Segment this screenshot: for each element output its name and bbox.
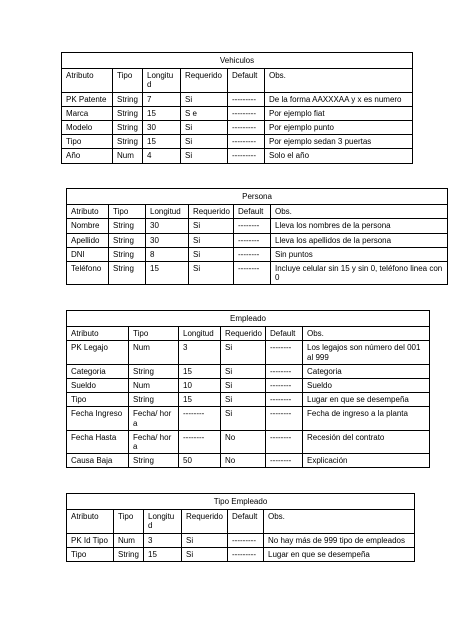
cell-requerido: Si: [221, 378, 266, 392]
cell-atributo: Modelo: [62, 120, 113, 134]
cell-tipo: Num: [129, 341, 179, 364]
cell-obs: Incluye celular sin 15 y sin 0, teléfono linea con 0: [271, 261, 448, 284]
header-tipo: Tipo: [113, 69, 143, 92]
cell-obs: Por ejemplo sedan 3 puertas: [265, 135, 413, 149]
header-default: Default: [228, 510, 264, 533]
tipo-empleado-table: [66, 493, 415, 562]
cell-requerido: S e: [181, 106, 228, 120]
table-title: Tipo Empleado: [67, 494, 415, 510]
cell-default: ---------: [228, 135, 265, 149]
cell-default: --------: [266, 454, 303, 468]
persona-table: [66, 188, 448, 285]
table-row: [67, 233, 448, 247]
header-requerido: Requerido: [189, 205, 234, 219]
table-title: Empleado: [67, 311, 430, 327]
cell-tipo: String: [114, 547, 144, 561]
cell-atributo: Causa Baja: [67, 454, 129, 468]
header-longitud: Longitud: [143, 69, 181, 92]
cell-default: --------: [234, 261, 271, 284]
cell-atributo: Tipo: [67, 393, 129, 407]
cell-longitud: 3: [144, 533, 182, 547]
cell-atributo: Fecha Hasta: [67, 430, 129, 453]
cell-requerido: Si: [189, 219, 234, 233]
cell-obs: Recesión del contrato: [303, 430, 430, 453]
header-obs: Obs.: [271, 205, 448, 219]
vehiculos-table: [61, 52, 413, 164]
cell-tipo: String: [129, 393, 179, 407]
cell-requerido: Si: [181, 135, 228, 149]
table-row: [67, 378, 430, 392]
cell-longitud: 15: [143, 135, 181, 149]
cell-longitud: --------: [179, 407, 221, 430]
cell-tipo: Fecha/ hora: [129, 407, 179, 430]
cell-tipo: String: [109, 247, 146, 261]
header-tipo: Tipo: [114, 510, 144, 533]
cell-tipo: String: [109, 261, 146, 284]
header-row: [67, 327, 430, 341]
cell-atributo: Año: [62, 149, 113, 163]
table-row: [67, 533, 415, 547]
cell-obs: Por ejemplo punto: [265, 120, 413, 134]
cell-tipo: Num: [114, 533, 144, 547]
header-atributo: Atributo: [62, 69, 113, 92]
cell-atributo: Tipo: [67, 547, 114, 561]
cell-obs: Los legajos son número del 001 al 999: [303, 341, 430, 364]
cell-requerido: Si: [182, 547, 228, 561]
cell-longitud: 50: [179, 454, 221, 468]
header-requerido: Requerido: [182, 510, 228, 533]
cell-longitud: 7: [143, 92, 181, 106]
cell-tipo: String: [113, 106, 143, 120]
cell-obs: Lugar en que se desempeña: [264, 547, 415, 561]
cell-requerido: Si: [189, 261, 234, 284]
cell-requerido: Si: [221, 341, 266, 364]
cell-atributo: PK Id Tipo: [67, 533, 114, 547]
header-atributo: Atributo: [67, 327, 129, 341]
cell-atributo: DNI: [67, 247, 109, 261]
cell-atributo: PK Patente: [62, 92, 113, 106]
cell-requerido: Si: [181, 149, 228, 163]
header-obs: Obs.: [303, 327, 430, 341]
cell-obs: Explicación: [303, 454, 430, 468]
table-row: [62, 106, 413, 120]
cell-obs: Sin puntos: [271, 247, 448, 261]
header-requerido: Requerido: [181, 69, 228, 92]
cell-default: ---------: [228, 149, 265, 163]
cell-default: --------: [234, 247, 271, 261]
cell-requerido: No: [221, 454, 266, 468]
cell-obs: Lugar en que se desempeña: [303, 393, 430, 407]
table-row: [67, 219, 448, 233]
cell-requerido: Si: [221, 364, 266, 378]
cell-atributo: Tipo: [62, 135, 113, 149]
cell-default: ---------: [228, 92, 265, 106]
header-tipo: Tipo: [109, 205, 146, 219]
table-row: [67, 454, 430, 468]
cell-default: --------: [266, 407, 303, 430]
table-row: [62, 120, 413, 134]
cell-longitud: 30: [146, 233, 189, 247]
cell-atributo: Marca: [62, 106, 113, 120]
cell-longitud: 4: [143, 149, 181, 163]
cell-longitud: --------: [179, 430, 221, 453]
header-atributo: Atributo: [67, 510, 114, 533]
cell-longitud: 30: [146, 219, 189, 233]
cell-default: --------: [234, 219, 271, 233]
header-longitud: Longitud: [144, 510, 182, 533]
cell-atributo: PK Legajo: [67, 341, 129, 364]
cell-default: ---------: [228, 547, 264, 561]
cell-default: ---------: [228, 106, 265, 120]
cell-obs: De la forma AAXXXAA y x es numero: [265, 92, 413, 106]
empleado-table: [66, 310, 430, 468]
cell-longitud: 8: [146, 247, 189, 261]
cell-atributo: Sueldo: [67, 378, 129, 392]
header-default: Default: [266, 327, 303, 341]
cell-tipo: String: [109, 233, 146, 247]
cell-tipo: String: [129, 364, 179, 378]
cell-atributo: Teléfono: [67, 261, 109, 284]
header-row: [67, 205, 448, 219]
cell-obs: Lleva los apellidos de la persona: [271, 233, 448, 247]
cell-atributo: Categoria: [67, 364, 129, 378]
cell-tipo: String: [129, 454, 179, 468]
table-row: [67, 393, 430, 407]
table-row: [67, 547, 415, 561]
cell-atributo: Fecha Ingreso: [67, 407, 129, 430]
cell-obs: Solo el año: [265, 149, 413, 163]
cell-default: --------: [234, 233, 271, 247]
table-row: [62, 92, 413, 106]
header-obs: Obs.: [265, 69, 413, 92]
cell-obs: No hay más de 999 tipo de empleados: [264, 533, 415, 547]
cell-requerido: No: [221, 430, 266, 453]
cell-longitud: 30: [143, 120, 181, 134]
cell-tipo: String: [113, 92, 143, 106]
cell-default: --------: [266, 364, 303, 378]
table-row: [67, 341, 430, 364]
cell-default: --------: [266, 430, 303, 453]
header-default: Default: [228, 69, 265, 92]
header-row: [62, 69, 413, 92]
cell-requerido: Si: [221, 407, 266, 430]
cell-default: ---------: [228, 120, 265, 134]
header-longitud: Longitud: [146, 205, 189, 219]
cell-longitud: 3: [179, 341, 221, 364]
cell-tipo: String: [113, 135, 143, 149]
cell-tipo: String: [109, 219, 146, 233]
cell-default: --------: [266, 341, 303, 364]
cell-tipo: Num: [129, 378, 179, 392]
table-title: Vehiculos: [62, 53, 413, 69]
cell-default: --------: [266, 378, 303, 392]
header-row: [67, 510, 415, 533]
cell-tipo: Num: [113, 149, 143, 163]
cell-longitud: 15: [146, 261, 189, 284]
cell-tipo: Fecha/ hora: [129, 430, 179, 453]
cell-longitud: 15: [144, 547, 182, 561]
table-row: [62, 135, 413, 149]
cell-requerido: Si: [181, 92, 228, 106]
header-obs: Obs.: [264, 510, 415, 533]
table-row: [67, 364, 430, 378]
cell-longitud: 15: [179, 364, 221, 378]
table-row: [67, 247, 448, 261]
cell-requerido: Si: [181, 120, 228, 134]
header-tipo: Tipo: [129, 327, 179, 341]
cell-atributo: Nombre: [67, 219, 109, 233]
cell-tipo: String: [113, 120, 143, 134]
header-requerido: Requerido: [221, 327, 266, 341]
cell-default: --------: [266, 393, 303, 407]
cell-requerido: Si: [189, 233, 234, 247]
cell-obs: Fecha de ingreso a la planta: [303, 407, 430, 430]
header-default: Default: [234, 205, 271, 219]
table-title: Persona: [67, 189, 448, 205]
cell-obs: Lleva los nombres de la persona: [271, 219, 448, 233]
cell-longitud: 10: [179, 378, 221, 392]
cell-requerido: Si: [221, 393, 266, 407]
cell-longitud: 15: [143, 106, 181, 120]
table-row: [67, 430, 430, 453]
cell-default: ---------: [228, 533, 264, 547]
header-atributo: Atributo: [67, 205, 109, 219]
cell-requerido: Si: [182, 533, 228, 547]
cell-obs: Categoria: [303, 364, 430, 378]
cell-longitud: 15: [179, 393, 221, 407]
cell-atributo: Apellido: [67, 233, 109, 247]
table-row: [67, 407, 430, 430]
cell-requerido: Si: [189, 247, 234, 261]
table-row: [67, 261, 448, 284]
table-row: [62, 149, 413, 163]
header-longitud: Longitud: [179, 327, 221, 341]
cell-obs: Sueldo: [303, 378, 430, 392]
cell-obs: Por ejemplo fiat: [265, 106, 413, 120]
